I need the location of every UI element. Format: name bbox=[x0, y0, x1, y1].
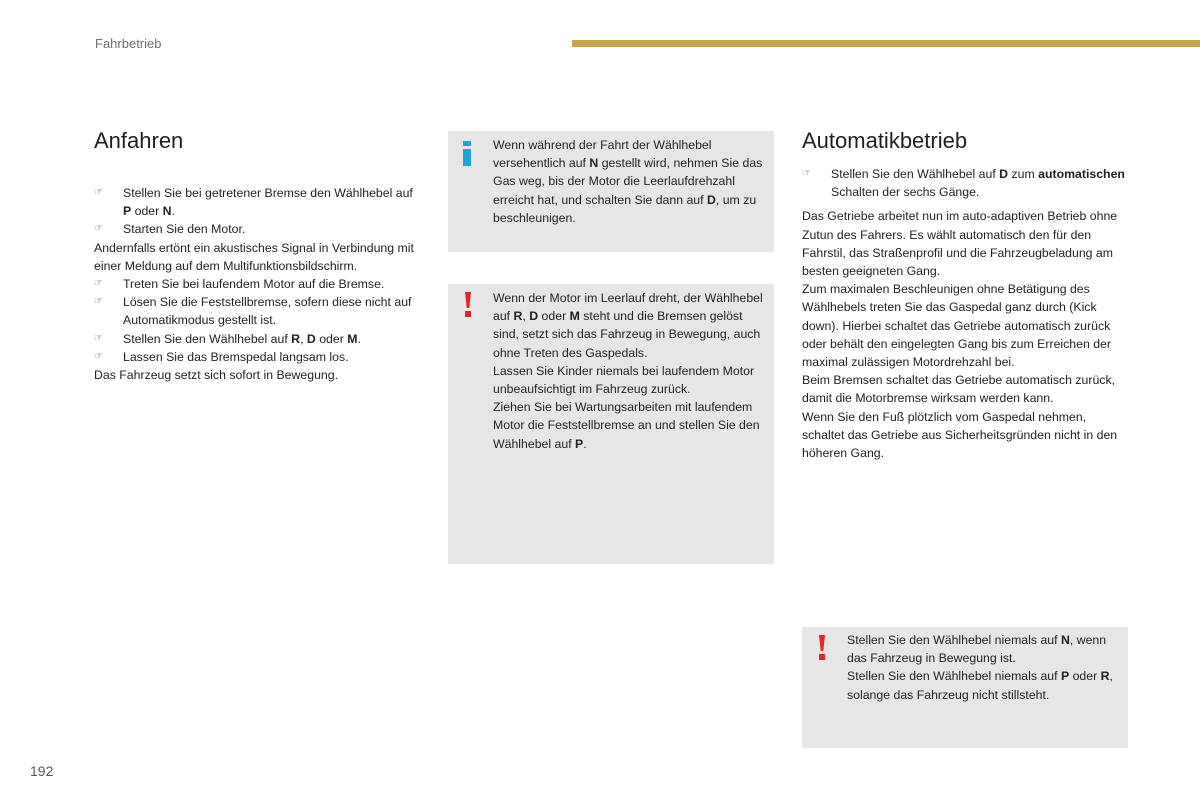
warning-box bbox=[448, 284, 774, 564]
body-paragraph: Wenn Sie den Fuß plötzlich vom Gaspedal nehmen, schaltet das Getriebe aus Sicherheitsgründen nicht in den höheren Gang. bbox=[802, 409, 1118, 461]
pointing-hand-icon: ☞ bbox=[94, 296, 103, 308]
heading-automatikbetrieb: Automatikbetrieb bbox=[802, 128, 968, 153]
list-item: ☞ Treten Sie bei laufendem Motor auf die Bremse. bbox=[94, 275, 424, 293]
body-paragraph: Andernfalls ertönt ein akustisches Signal in Verbindung mit einer Meldung auf dem Multifunktionsbildschirm. bbox=[94, 240, 414, 273]
pointing-hand-icon: ☞ bbox=[94, 278, 103, 290]
pointing-hand-icon: ☞ bbox=[94, 223, 103, 235]
pointing-hand-icon: ☞ bbox=[94, 332, 103, 344]
pointing-hand-icon: ☞ bbox=[94, 187, 103, 198]
heading-anfahren: Anfahren bbox=[94, 128, 184, 153]
warning-text: Wenn der Motor im Leerlauf dreht, der Wählhebel auf R, D oder M steht und die Bremsen gelöst sind, setzt sich das Fahrzeug in Bewegung, auch ohne Treten des Gaspedals. Lassen Sie Kinder niemals bei laufendem Motor unbeaufsichtigt im Fahrzeug zurück. Ziehen Sie bei Wartungsarbeiten mit laufendem Motor die Feststellbremse an und stellen Sie den Wählhebel auf P. bbox=[493, 291, 763, 451]
body-paragraph: Zum maximalen Beschleunigen ohne Betätigung des Wählhebels treten Sie das Gaspedal ganz durch (Kick down). Hierbei schaltet das Getriebe automatisch zurück oder behält den eingelegten Gang bis zum Erreichen der maximal zulässigen Motordrehzahl bei. bbox=[802, 282, 1111, 370]
header-accent-bar bbox=[572, 40, 1200, 47]
body-paragraph: Das Getriebe arbeitet nun im auto-adaptiven Betrieb ohne Zutun des Fahrers. Es wählt automatisch den für den Fahrstil, das Straßenprofil und die Fahrzeugbeladung am besten geeigneten Gang. bbox=[802, 209, 1118, 279]
section-automatikbetrieb bbox=[802, 128, 1130, 462]
pointing-hand-icon: ☞ bbox=[94, 350, 103, 362]
info-box bbox=[448, 131, 774, 252]
warning-icon bbox=[817, 635, 827, 661]
list-item: ☞ Stellen Sie den Wählhebel auf D zum automatischen Schalten der sechs Gänge. bbox=[802, 167, 1125, 200]
list-item: ☞ Lassen Sie das Bremspedal langsam los. bbox=[94, 348, 424, 366]
body-paragraph: Beim Bremsen schaltet das Getriebe automatisch zurück, damit die Motorbremse wirksam werden kann. bbox=[802, 373, 1116, 406]
list-item: ☞ Stellen Sie bei getretener Bremse den Wählhebel auf P oder N. bbox=[94, 186, 413, 219]
warning-text: Stellen Sie den Wählhebel niemals auf N, wenn das Fahrzeug in Bewegung ist. Stellen Sie den Wählhebel niemals auf P oder R, solange das Fahrzeug nicht stillsteht. bbox=[847, 633, 1113, 702]
section-anfahren bbox=[94, 128, 424, 384]
automatik-content bbox=[802, 165, 1130, 462]
info-icon bbox=[462, 141, 472, 167]
page-number: 192 bbox=[30, 763, 54, 779]
info-text: Wenn während der Fahrt der Wählhebel versehentlich auf N gestellt wird, nehmen Sie das Gas weg, bis der Motor die Leerlaufdrehzahl erreicht hat, und schalten Sie dann auf D, um zu beschleunigen. bbox=[493, 138, 763, 225]
section-title: Fahrbetrieb bbox=[95, 36, 162, 51]
list-item: ☞ Lösen Sie die Feststellbremse, sofern diese nicht auf Automatikmodus gestellt ist. bbox=[94, 295, 412, 328]
warning-icon bbox=[463, 292, 473, 318]
anfahren-steps bbox=[94, 184, 424, 384]
list-item: ☞ Stellen Sie den Wählhebel auf R, D oder M. bbox=[94, 330, 424, 348]
list-item: ☞ Starten Sie den Motor. bbox=[94, 220, 424, 238]
body-paragraph: Das Fahrzeug setzt sich sofort in Bewegung. bbox=[94, 368, 339, 383]
warning-box-2 bbox=[802, 627, 1128, 748]
pointing-hand-icon: ☞ bbox=[802, 168, 811, 179]
